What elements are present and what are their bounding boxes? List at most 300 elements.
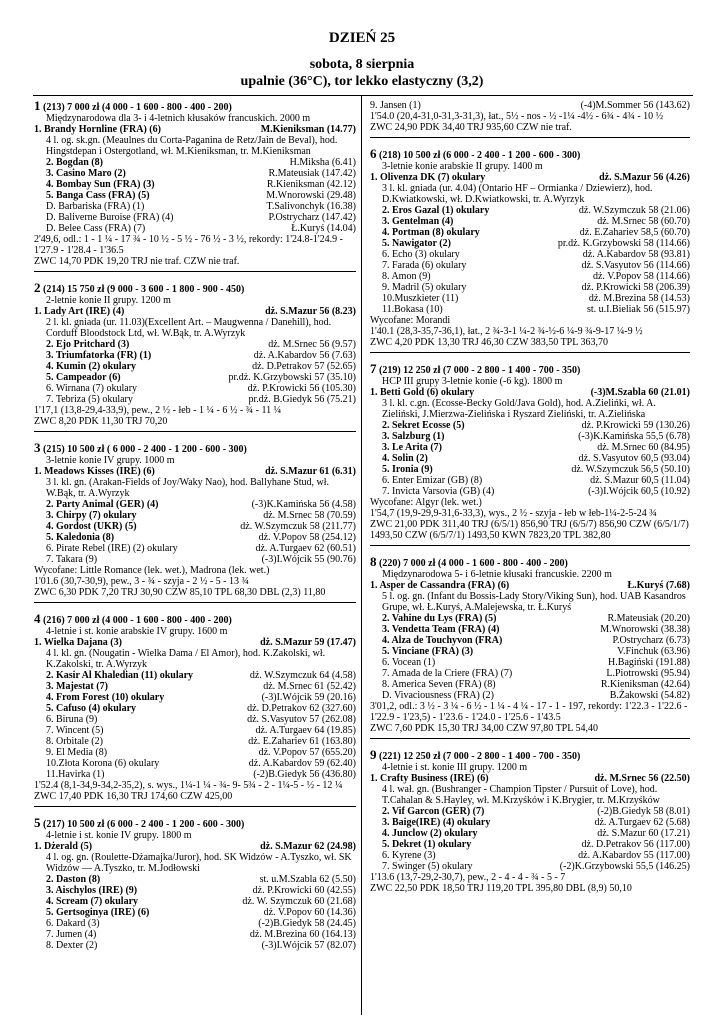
horse-name: 1. Wielka Dajana (3)	[34, 637, 122, 648]
race-prize: (215) 10 500 zł ( 6 000 - 2 400 - 1 200 - 600 - 300)	[43, 444, 247, 455]
race-separator	[370, 738, 690, 739]
jockey-odds: st. u.I.Bieliak 56 (515.97)	[586, 304, 690, 315]
horse-line	[370, 293, 690, 304]
jockey-odds: dż. P.Krowicki 60 (42.55)	[252, 885, 356, 896]
winner-description: 3 l. kl. gn. (Arakan-Fields of Joy/Waky Nao), hod. Ballyhane Stud, wł. W.Bąk, tr. A.Wyrzyk	[46, 477, 330, 499]
race-result-note: Wycofane: Little Romance (lek. wet.), Madrona (lek. wet.)	[34, 565, 270, 576]
race-header	[34, 613, 356, 626]
jockey-odds: st. u.M.Szabla 62 (5.50)	[259, 874, 356, 885]
race-separator	[34, 806, 356, 807]
jockey-odds: pr.dż. K.Grzybowski 57 (35.10)	[228, 372, 356, 383]
jockey-odds: M.Wnorowski (38.38)	[600, 624, 690, 635]
race-number: 7	[370, 361, 377, 376]
horse-name: 3. Baige(IRE) (4) okulary	[382, 817, 491, 828]
race-number: 1	[34, 98, 41, 113]
horse-name: 1. Olivenza DK (7) okulary	[370, 172, 486, 183]
jockey-odds: dż. A.Kabardov 55 (117.00)	[578, 850, 690, 861]
horse-line	[370, 216, 690, 227]
jockey-odds: dż. D.Petrakov 62 (327.60)	[247, 703, 356, 714]
race-header	[34, 817, 356, 830]
jockey-odds: R.Mateusiak (20.20)	[607, 613, 690, 624]
horse-line	[370, 850, 690, 861]
jockey-odds: dż. M.Brezina 60 (164.13)	[249, 929, 356, 940]
jockey-odds: dż. W.Szymczuk 58 (21.06)	[578, 205, 690, 216]
horse-name: D. Barbariska (FRA) (1)	[46, 201, 145, 212]
race-block	[370, 100, 690, 138]
jockey-odds: dż. W. Szymczuk 60 (21.68)	[242, 896, 356, 907]
race-result-note: ZWC 21,00 PDK 311,40 TRJ (6/5/1) 856,90 TRJ (6/5/7) 856,90 CZW (6/5/1/7) 1493,50 CZW (6/5/7/1) 1493,50 KWN 7823,20 TPL 382,80	[370, 519, 689, 541]
jockey-odds: dż. S.Vasyutov 60,5 (93.04)	[578, 453, 690, 464]
horse-line	[34, 179, 356, 190]
horse-line	[370, 861, 690, 872]
horse-line	[34, 157, 356, 168]
race-result-note: 1'40.1 (28,3-35,7-36,1), łat., 2 ¾-3-1 ¼-2 ¾-½-6 ¼-9 ¾-9-17 ¼-9 ½	[370, 326, 643, 337]
jockey-odds: H.Miksha (6.41)	[289, 157, 356, 168]
jockey-odds: P.Ostrycharz (6.73)	[612, 635, 690, 646]
jockey-odds: (-3)I.Wójcik 60,5 (10.92)	[588, 486, 690, 497]
race-header	[34, 100, 356, 113]
horse-name: 6. Kyrene (3)	[382, 850, 436, 861]
horse-name: 10.Muszkieter (11)	[382, 293, 459, 304]
race-separator	[370, 352, 690, 353]
horse-name: 5. Gertsoginya (IRE) (6)	[46, 907, 150, 918]
horse-line	[370, 282, 690, 293]
race-result-note: 2'49,6, odl.: 1 - 1 ¼ - 17 ¾ - 10 ½ - 5 ½ - 76 ½ - 3 ½, rekordy: 1'24.8-1'24.9 - 1'27.9 - 1'28.4 - 1'36.5	[34, 234, 343, 256]
horse-line	[370, 690, 690, 701]
horse-name: 1. Dżerald (5)	[34, 841, 93, 852]
race-number: 9	[370, 747, 377, 762]
jockey-odds: P.Ostrycharz (147.42)	[268, 212, 356, 223]
jockey-odds: dż. P.Krowicki 59 (130.26)	[581, 420, 690, 431]
jockey-odds: dż. M.Srnec 58 (70.59)	[263, 510, 356, 521]
horse-name: 1. Lady Art (IRE) (4)	[34, 306, 125, 317]
jockey-odds: M.Kieniksman (14.77)	[260, 124, 356, 135]
race-number: 3	[34, 440, 41, 455]
horse-line	[370, 249, 690, 260]
race-result-note: ZWC 8,20 PDK 11,30 TRJ 70,20	[34, 416, 168, 427]
horse-line	[34, 714, 356, 725]
race-number: 8	[370, 554, 377, 569]
jockey-odds: dż. A.Kabardov 56 (7.63)	[253, 350, 356, 361]
race-conditions: Międzynarodowa 5- i 6-letnie kłusaki francuskie. 2200 m	[382, 569, 612, 580]
horse-name: 6. Enter Emizar (GB) (8)	[382, 475, 483, 486]
horse-line	[370, 387, 690, 398]
jockey-odds: B.Żakowski (54.82)	[609, 690, 690, 701]
horse-name: 8. America Seven (FRA) (8)	[382, 679, 496, 690]
race-number: 5	[34, 815, 41, 830]
horse-name: 8. Dexter (2)	[46, 940, 98, 951]
race-result-note: Wycofane: Morandi	[370, 315, 451, 326]
jockey-odds: (-2)B.Giedyk 58 (24.45)	[258, 918, 356, 929]
horse-line	[370, 238, 690, 249]
horse-name: 2. Daston (8)	[46, 874, 101, 885]
jockey-odds: (-3)I.Wójcik 59 (20.16)	[261, 692, 356, 703]
race-prize: (214) 15 750 zł (9 000 - 3 600 - 1 800 - 900 - 450)	[43, 284, 245, 295]
horse-line	[34, 907, 356, 918]
horse-name: 3. Gentelman (4)	[382, 216, 454, 227]
horse-name: 7. Amada de la Criere (FRA) (7)	[382, 668, 513, 679]
race-result-note: ZWC 7,60 PDK 15,30 TRJ 34,00 CZW 97,80 TPL 54,40	[370, 723, 598, 734]
horse-name: 3. Majestat (7)	[46, 681, 108, 692]
jockey-odds: R.Kieniksman (42.12)	[266, 179, 356, 190]
race-separator	[34, 602, 356, 603]
horse-line	[370, 260, 690, 271]
jockey-odds: (-4)M.Sommer 56 (143.62)	[580, 100, 690, 111]
horse-name: 1. Asper de Cassandra (FRA) (6)	[370, 580, 510, 591]
horse-line	[34, 394, 356, 405]
race-header	[370, 148, 690, 161]
horse-name: 4. From Forest (10) okulary	[46, 692, 165, 703]
jockey-odds: dż. S.Mazur 60,5 (11.04)	[590, 475, 690, 486]
horse-line	[370, 271, 690, 282]
horse-line	[34, 383, 356, 394]
horse-line	[34, 510, 356, 521]
day-title: DZIEŃ 25	[328, 30, 396, 46]
horse-name: 5. Banga Cass (FRA) (5)	[46, 190, 150, 201]
jockey-odds: dż. S.Mazur 62 (24.98)	[260, 841, 356, 852]
race-result-note: ZWC 14,70 PDK 19,20 TRJ nie traf. CZW nie traf.	[34, 256, 240, 267]
jockey-odds: (-3)I.Wójcik 55 (90.76)	[261, 554, 356, 565]
horse-name: 11.Havirka (1)	[46, 769, 105, 780]
horse-line	[370, 227, 690, 238]
race-result-note: ZWC 22,50 PDK 18,50 TRJ 119,20 TPL 395,80 DBL (8,9) 50,10	[370, 883, 632, 894]
jockey-odds: dż. S.Mazur 56 (8.23)	[265, 306, 356, 317]
jockey-odds: dż. A.Turgaev 62 (5.68)	[594, 817, 690, 828]
race-conditions: 4-letnie i st. konie III grupy. 1200 m	[382, 762, 528, 773]
race-header	[34, 282, 356, 295]
horse-line	[34, 841, 356, 852]
jockey-odds: dż. P.Krowicki 58 (206.39)	[581, 282, 690, 293]
horse-name: 2. Ejo Pritchard (3)	[46, 339, 130, 350]
jockey-odds: (-3)K.Kamińska 56 (4.58)	[251, 499, 356, 510]
jockey-odds: H.Bagiński (191.88)	[608, 657, 690, 668]
race-conditions: Międzynarodowa dla 3- i 4-letnich kłusaków francuskich. 2000 m	[46, 113, 311, 124]
horse-name: 1. Brandy Hornline (FRA) (6)	[34, 124, 161, 135]
horse-name: 5. Kaledonia (8)	[46, 532, 115, 543]
horse-line	[34, 554, 356, 565]
horse-name: 7. Invicta Varsovia (GB) (4)	[382, 486, 495, 497]
horse-line	[370, 475, 690, 486]
column-divider	[361, 95, 362, 1015]
horse-name: D. Baliverne Buroise (FRA) (4)	[46, 212, 174, 223]
horse-line	[34, 212, 356, 223]
horse-line	[34, 361, 356, 372]
horse-name: 9. El Media (8)	[46, 747, 108, 758]
race-result-note: ZWC 6,30 PDK 7,20 TRJ 30,90 CZW 85,10 TPL 68,30 DBL (2,3) 11,80	[34, 587, 326, 598]
race-conditions: 4-letnie i st. konie IV grupy. 1800 m	[46, 830, 192, 841]
race-header	[370, 749, 690, 762]
horse-line	[370, 657, 690, 668]
horse-name: 7. Wincent (5)	[46, 725, 104, 736]
jockey-odds: T.Salivonchyk (16.38)	[266, 201, 356, 212]
jockey-odds: dż. W.Szymczuk 56,5 (50.10)	[571, 464, 690, 475]
jockey-odds: (-3)K.Kamińska 55,5 (6.78)	[578, 431, 690, 442]
race-header	[370, 556, 690, 569]
horse-name: 2. Kasir Al Khaledian (11) okulary	[46, 670, 194, 681]
jockey-odds: R.Mateusiak (147.42)	[268, 168, 356, 179]
date-line: sobota, 8 sierpnia	[309, 57, 415, 72]
horse-line	[370, 806, 690, 817]
jockey-odds: (-2)B.Giedyk 58 (8.01)	[597, 806, 690, 817]
race-conditions: 3-letnie konie arabskie II grupy. 1400 m	[382, 161, 543, 172]
jockey-odds: dż. E.Zahariev 61 (163.80)	[248, 736, 356, 747]
horse-line	[34, 521, 356, 532]
horse-name: 7. Swinger (5) okulary	[382, 861, 473, 872]
horse-name: 2. Vahine du Lys (FRA) (5)	[382, 613, 497, 624]
jockey-odds: dż. M.Srnec 61 (52.42)	[263, 681, 356, 692]
jockey-odds: Ł.Kuryś (14.04)	[291, 223, 356, 234]
horse-name: 3. Le Arita (7)	[382, 442, 442, 453]
horse-name: 6. Wirnana (7) okulary	[46, 383, 138, 394]
horse-name: 9. Jansen (1)	[370, 100, 421, 111]
race-prize: (219) 12 250 zł (7 000 - 2 800 - 1 400 - 700 - 350)	[379, 365, 581, 376]
horse-line	[34, 885, 356, 896]
horse-line	[34, 670, 356, 681]
race-number: 2	[34, 280, 41, 295]
horse-name: 6. Vocean (1)	[382, 657, 436, 668]
horse-name: 7. Tebriza (5) okulary	[46, 394, 133, 405]
horse-name: 4. Kumin (2) okulary	[46, 361, 137, 372]
horse-name: 3. Chirpy (7) okulary	[46, 510, 137, 521]
horse-name: 5. Ironia (9)	[382, 464, 433, 475]
horse-line	[370, 486, 690, 497]
horse-line	[34, 896, 356, 907]
jockey-odds: pr.dż. K.Grzybowski 58 (114.66)	[557, 238, 690, 249]
horse-line	[34, 874, 356, 885]
horse-name: 2. Bogdan (8)	[46, 157, 103, 168]
horse-line	[34, 372, 356, 383]
horse-line	[370, 205, 690, 216]
horse-name: 5. Campeador (6)	[46, 372, 121, 383]
horse-line	[370, 668, 690, 679]
jockey-odds: (-2)B.Giedyk 56 (436.80)	[253, 769, 356, 780]
horse-line	[34, 190, 356, 201]
jockey-odds: dż. V.Popov 58 (114.66)	[592, 271, 690, 282]
race-separator	[370, 545, 690, 546]
jockey-odds: dż. M.Srnec 58 (60.70)	[597, 216, 690, 227]
horse-line	[34, 736, 356, 747]
race-block	[34, 100, 356, 272]
horse-line	[370, 304, 690, 315]
race-result-note: 1'52.4 (8,1-34,9-34,2-35,2), s. wys., 1¼-1 ¼ - ¾- 9- 5¾ - 2 - 1¼-5 - ½ - 12 ¼	[34, 780, 343, 791]
horse-name: 2. Sekret Ecosse (5)	[382, 420, 465, 431]
race-result-note: Wycofane: Algyr (lek. wet.)	[370, 497, 482, 508]
jockey-odds: L.Piotrowski (95.94)	[606, 668, 690, 679]
race-prize: (217) 10 500 zł (6 000 - 2 400 - 1 200 - 600 - 300)	[43, 819, 245, 830]
horse-name: 10.Złota Korona (6) okulary	[46, 758, 160, 769]
winner-description: 2 l. kl. gniada (ur. 11.03)(Excellent Art. – Maugwenna / Danehill), hod. Corduff Bloodstock Ltd, wł. W.Bąk, tr. A.Wyrzyk	[46, 317, 332, 339]
jockey-odds: dż. A.Kabardov 58 (93.81)	[582, 249, 690, 260]
jockey-odds: dż. A.Turgaev 62 (60.51)	[255, 543, 356, 554]
horse-name: 9. Madril (5) okulary	[382, 282, 467, 293]
race-result-note: 1'54.0 (20,4-31,0-31,3-31,3), łat., 5½ - nos - ½ -1¼ -4½ - 6¾ - 4¾ - 10 ½	[370, 111, 664, 122]
jockey-odds: (-3)M.Szabla 60 (21.01)	[590, 387, 690, 398]
right-column	[370, 100, 690, 894]
horse-name: 5. Vinciane (FRA) (3)	[382, 646, 474, 657]
race-prize: (218) 10 500 zł (6 000 - 2 400 - 1 200 - 600 - 300)	[379, 150, 581, 161]
horse-line	[370, 442, 690, 453]
horse-line	[370, 453, 690, 464]
winner-description: 5 l. og. gn. (Infant du Bossis-Lady Story/Viking Sun), hod. UAB Kasandros Grupe, wł. Ł.Kuryś, A.Malejewska, tr. Ł.Kuryś	[382, 591, 686, 613]
horse-line	[34, 940, 356, 951]
race-result-note: 3'01,2, odl.: 3 ½ - 3 ¼ - 6 ½ - 1 ¼ - 4 ¼ - 17 - 1 - 197, rekordy: 1'22.3 - 1'22.6 - 1'22.9 - 1'23,5) - 1'23.6 - 1'24.0 - 1'25.6 - 1'43.5	[370, 701, 688, 723]
horse-line	[34, 758, 356, 769]
horse-name: 1. Crafty Business (IRE) (6)	[370, 773, 489, 784]
jockey-odds: dż. M.Srnec 60 (84.95)	[597, 442, 690, 453]
horse-name: 3. Casino Maro (2)	[46, 168, 126, 179]
horse-name: 3. Triumfatorka (FR) (1)	[46, 350, 152, 361]
jockey-odds: dż. M.Srnec 56 (9.57)	[268, 339, 356, 350]
race-prize: (220) 7 000 zł (4 000 - 1 600 - 800 - 400 - 200)	[379, 558, 568, 569]
winner-description: 3 l. kl. gniada (ur. 4.04) (Ontario HF – Ormianka / Dziewierz), hod. D.Kwiatkowski, wł. D.Kwiatkowski, tr. A.Wyrzyk	[382, 183, 653, 205]
jockey-odds: Ł.Kuryś (7.68)	[627, 580, 690, 591]
jockey-odds: dż. S.Vasyutov 57 (262.08)	[247, 714, 356, 725]
race-block	[34, 613, 356, 807]
jockey-odds: dż. V.Popov 57 (655.20)	[258, 747, 356, 758]
horse-line	[34, 929, 356, 940]
winner-description: 4 l. og. gn. (Roulette-Dżamajka/Juror), hod. SK Widzów - A.Tyszko, wł. SK Widzów — A.Tyszko, tr. M.Jodłowski	[46, 852, 352, 874]
race-block	[34, 282, 356, 432]
jockey-odds: dż. A.Kabardov 59 (62.40)	[248, 758, 356, 769]
race-conditions: 3-letnie konie IV grupy. 1000 m	[46, 455, 175, 466]
race-result-note: ZWC 17,40 PDK 16,30 TRJ 174,60 CZW 425,00	[34, 791, 233, 802]
horse-line	[370, 839, 690, 850]
horse-name: 4. Gordost (UKR) (5)	[46, 521, 137, 532]
race-block	[370, 148, 690, 353]
jockey-odds: (-2)K.Grzybowski 55,5 (146.25)	[559, 861, 690, 872]
horse-name: 5. Dekret (1) okulary	[382, 839, 472, 850]
race-block	[370, 556, 690, 739]
race-separator	[34, 431, 356, 432]
horse-name: 6. Biruna (9)	[46, 714, 98, 725]
jockey-odds: pr.dż. B.Giedyk 56 (75.21)	[248, 394, 356, 405]
header-rule	[33, 95, 693, 96]
race-prize: (221) 12 250 zł (7 000 - 2 800 - 1 400 - 700 - 350)	[379, 751, 581, 762]
horse-line	[34, 168, 356, 179]
horse-name: 4. Solin (2)	[382, 453, 428, 464]
horse-line	[370, 172, 690, 183]
horse-name: 6. Echo (3) okulary	[382, 249, 460, 260]
horse-line	[34, 703, 356, 714]
race-prize: (216) 7 000 zł (4 000 - 1 600 - 800 - 400 - 200)	[43, 615, 232, 626]
jockey-odds: dż. W.Szymczuk 64 (4.58)	[249, 670, 356, 681]
race-prize: (213) 7 000 zł (4 000 - 1 600 - 800 - 400 - 200)	[43, 102, 232, 113]
horse-line	[370, 828, 690, 839]
race-separator	[370, 137, 690, 138]
jockey-odds: dż. M.Brezina 58 (14.53)	[588, 293, 690, 304]
horse-line	[370, 613, 690, 624]
horse-line	[34, 532, 356, 543]
horse-line	[34, 769, 356, 780]
race-result-note: 1'17,1 (13,8-29,4-33,9), pew., 2 ½ - łeb - 1 ¼ - 6 ½ - ¾ - 11 ¼	[34, 405, 282, 416]
race-result-note: ZWC 4,20 PDK 13,30 TRJ 46,30 CZW 383,50 TPL 363,70	[370, 337, 608, 348]
race-header	[34, 442, 356, 455]
horse-line	[370, 773, 690, 784]
jockey-odds: dż. E.Zahariev 58,5 (60.70)	[579, 227, 690, 238]
horse-line	[370, 635, 690, 646]
jockey-odds: dż. V.Popov 60 (14.36)	[263, 907, 356, 918]
jockey-odds: dż. A.Turgaev 64 (19.85)	[255, 725, 356, 736]
horse-line	[34, 124, 356, 135]
horse-name: 3. Salzburg (1)	[382, 431, 445, 442]
horse-line	[34, 201, 356, 212]
horse-line	[34, 306, 356, 317]
jockey-odds: dż. D.Petrakov 57 (52.65)	[252, 361, 356, 372]
horse-name: 4. Alza de Touchyvon (FRA)	[382, 635, 503, 646]
horse-name: 11.Bokasa (10)	[382, 304, 443, 315]
race-result-note: 1'54,7 (19,9-29,9-31,6-33,3), wys., 2 ½ - szyja - łeb w łeb-1¼-2-5-24 ¾	[370, 508, 657, 519]
horse-line	[34, 725, 356, 736]
horse-name: 4. Junclow (2) okulary	[382, 828, 478, 839]
race-separator	[34, 271, 356, 272]
race-conditions: HCP III grupy 3-letnie konie (-6 kg). 1800 m	[382, 376, 563, 387]
horse-name: 2. Party Animal (GER) (4)	[46, 499, 159, 510]
horse-name: 1. Betti Gold (6) okulary	[370, 387, 475, 398]
race-header	[370, 363, 690, 376]
horse-name: 7. Takara (9)	[46, 554, 98, 565]
horse-line	[34, 499, 356, 510]
horse-line	[34, 223, 356, 234]
conditions-line: upalnie (36°C), tor lekko elastyczny (3,2)	[240, 74, 484, 89]
horse-name: 6. Pirate Rebel (IRE) (2) okulary	[46, 543, 178, 554]
horse-line	[34, 350, 356, 361]
horse-line	[34, 747, 356, 758]
horse-name: 6. Dakard (3)	[46, 918, 100, 929]
horse-line	[370, 100, 690, 111]
race-block	[34, 442, 356, 603]
race-number: 6	[370, 146, 377, 161]
jockey-odds: dż. S.Mazur 59 (17.47)	[260, 637, 356, 648]
race-result-note: 1'01.6 (30,7-30,9), pew., 3 - ¾ - szyja - 2 ½ - 5 - 13 ¾	[34, 576, 249, 587]
horse-name: 3. Vendetta Team (FRA) (4)	[382, 624, 500, 635]
jockey-odds: dż. S.Vasyutov 56 (114.66)	[581, 260, 690, 271]
horse-name: 2. Eros Gazal (1) okulary	[382, 205, 490, 216]
race-conditions: 4-letnie i st. konie arabskie IV grupy. 1600 m	[46, 626, 228, 637]
race-conditions: 2-letnie konie II grupy. 1200 m	[46, 295, 171, 306]
horse-line	[370, 464, 690, 475]
horse-line	[370, 420, 690, 431]
horse-line	[370, 679, 690, 690]
winner-description: 4 l. kl. gn. (Nougatin - Wielka Dama / El Amor), hod. K.Zakolski, wł. K.Zakolski, tr. A.Wyrzyk	[46, 648, 326, 670]
horse-name: 8. Amon (9)	[382, 271, 431, 282]
horse-line	[370, 646, 690, 657]
horse-name: 1. Meadows Kisses (IRE) (6)	[34, 466, 155, 477]
winner-description: 3 l. kl. c.gn. (Ecosse-Becky Gold/Java Gold), hod. A.Zielińki, wł. A. Zieliński, J.Mierzwa-Zielińska i Ryszard Zieliński, tr. A.Zielińska	[382, 398, 656, 420]
jockey-odds: (-3)I.Wójcik 57 (82.07)	[261, 940, 356, 951]
jockey-odds: R.Kieniksman (42.64)	[600, 679, 690, 690]
jockey-odds: dż. S.Mazur 56 (4.26)	[599, 172, 690, 183]
horse-name: 2. Vif Garcon (GER) (7)	[382, 806, 485, 817]
horse-line	[370, 817, 690, 828]
left-column	[34, 100, 356, 951]
horse-name: 8. Orbitale (2)	[46, 736, 103, 747]
horse-name: 4. Scream (7) okulary	[46, 896, 139, 907]
jockey-odds: dż. M.Srnec 56 (22.50)	[594, 773, 690, 784]
horse-name: 4. Bombay Sun (FRA) (3)	[46, 179, 155, 190]
race-result-note: ZWC 24,90 PDK 34,40 TRJ 935,60 CZW nie traf.	[370, 122, 572, 133]
jockey-odds: dż. P.Krowicki 56 (105.30)	[247, 383, 356, 394]
jockey-odds: dż. S.Mazur 60 (17.21)	[597, 828, 690, 839]
race-block	[34, 817, 356, 951]
horse-name: 7. Jumen (4)	[46, 929, 97, 940]
horse-name: D. Belee Cass (FRA) (7)	[46, 223, 146, 234]
horse-line	[34, 637, 356, 648]
horse-name: 7. Farada (6) okulary	[382, 260, 467, 271]
horse-name: 5. Cafuso (4) okulary	[46, 703, 137, 714]
horse-line	[34, 466, 356, 477]
horse-line	[370, 580, 690, 591]
jockey-odds: dż. D.Petrakov 56 (117.00)	[581, 839, 690, 850]
